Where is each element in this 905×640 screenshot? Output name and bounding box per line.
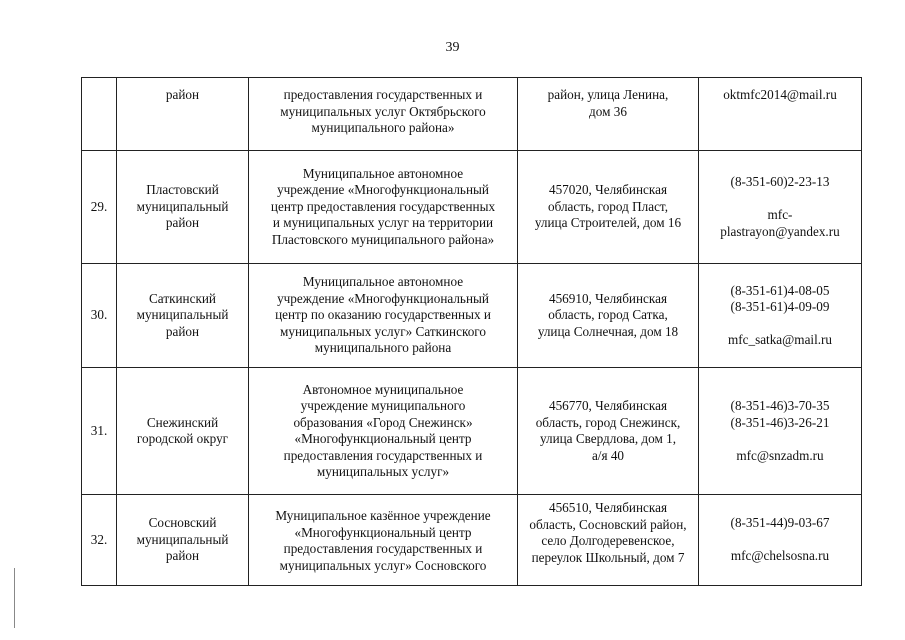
row-number: 31. [82,368,117,495]
scan-margin-line [14,568,15,628]
row-number [82,78,117,151]
table-row [82,495,862,586]
address-cell: 456510, Челябинская область, Сосновский район, село Долгодеревенское, переулок Школьный, дом 7 [518,495,699,586]
contacts-cell: (8-351-44)9-03-67 mfc@chelsosna.ru [699,495,862,586]
address-cell: 456910, Челябинская область, город Сатка, улица Солнечная, дом 18 [518,264,699,368]
mfc-table [81,77,862,586]
page-number: 39 [445,40,460,55]
address-cell: район, улица Ленина, дом 36 [518,78,699,151]
institution-name-cell: Муниципальное автономное учреждение «Многофункциональный центр предоставления государственных и муниципальных услуг на территории Пластовского муниципального района» [249,151,518,264]
row-number: 29. [82,151,117,264]
institution-name-cell: Автономное муниципальное учреждение муниципального образования «Город Снежинск» «Многофункциональный центр предоставления государственных и муниципальных услуг» [249,368,518,495]
institution-name-cell: предоставления государственных и муниципальных услуг Октябрьского муниципального района» [249,78,518,151]
district-cell: Саткинский муниципальный район [117,264,249,368]
contacts-cell: (8-351-61)4-08-05 (8-351-61)4-09-09 mfc_satka@mail.ru [699,264,862,368]
contacts-cell: (8-351-60)2-23-13 mfc- plastrayon@yandex.ru [699,151,862,264]
table-row [82,151,862,264]
district-cell: Пластовский муниципальный район [117,151,249,264]
table-row [82,368,862,495]
institution-name-cell: Муниципальное автономное учреждение «Многофункциональный центр по оказанию государственных и муниципальных услуг» Саткинского муниципального района [249,264,518,368]
district-cell: район [117,78,249,151]
address-cell: 457020, Челябинская область, город Пласт, улица Строителей, дом 16 [518,151,699,264]
table-row-continued [82,78,862,151]
row-number: 32. [82,495,117,586]
contacts-cell: oktmfc2014@mail.ru [699,78,862,151]
row-number: 30. [82,264,117,368]
district-cell: Снежинский городской округ [117,368,249,495]
table-row [82,264,862,368]
address-cell: 456770, Челябинская область, город Снежинск, улица Свердлова, дом 1, а/я 40 [518,368,699,495]
contacts-cell: (8-351-46)3-70-35 (8-351-46)3-26-21 mfc@snzadm.ru [699,368,862,495]
district-cell: Сосновский муниципальный район [117,495,249,586]
institution-name-cell: Муниципальное казённое учреждение «Многофункциональный центр предоставления государственных и муниципальных услуг» Сосновского [249,495,518,586]
